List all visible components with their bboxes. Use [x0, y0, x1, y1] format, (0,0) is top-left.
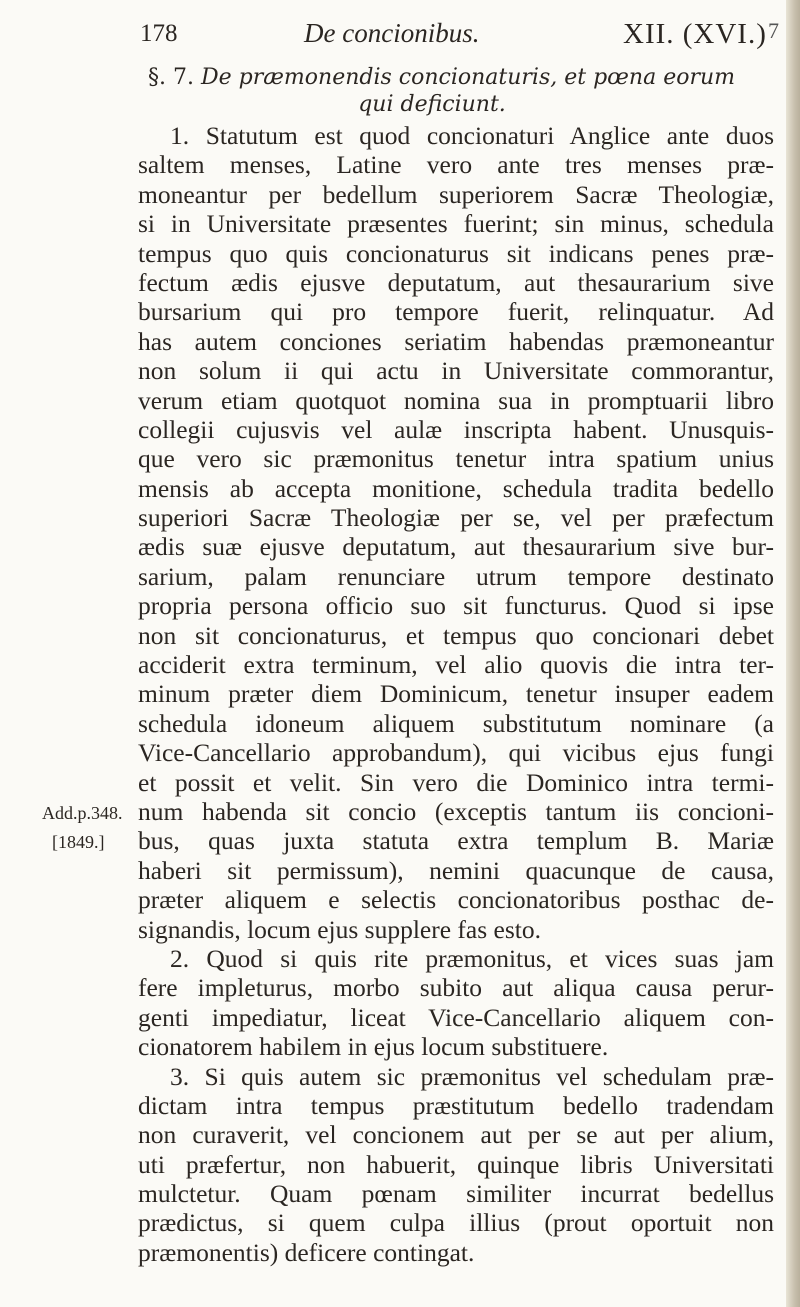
text-line: mulctetur. Quam pœnam similiter incurrat bedellus — [138, 1179, 774, 1209]
text-line: collegii cujusvis vel aulæ inscripta habent. Unusquis- — [138, 414, 774, 444]
running-title: De concionibus. — [304, 18, 480, 48]
text-line: fere impleturus, morbo subito aut aliqua causa perur- — [138, 973, 774, 1003]
text-line: Vice-Cancellario approbandum), qui vicibus ejus fungi — [138, 738, 774, 768]
text-line: præmonentis) deficere contingat. — [138, 1237, 475, 1267]
chapter-label: XII. (XVI.) — [623, 18, 767, 50]
text-line: propria persona officio suo sit functurus. Quod si ipse — [138, 591, 774, 621]
text-line: 3. Si quis autem sic præmonitus vel schedulam præ- — [170, 1061, 774, 1091]
statute-text — [138, 121, 774, 1267]
text-line: bursarium qui pro tempore fuerit, relinquatur. Ad — [138, 297, 774, 327]
text-line: non curaverit, vel concionem aut per se aut per alium, — [138, 1120, 774, 1150]
text-line: minum præter diem Dominicum, tenetur insuper eadem — [138, 679, 774, 709]
section-number: §. 7. — [148, 65, 194, 90]
text-line: fectum ædis ejusve deputatum, aut thesaurarium sive — [138, 267, 774, 297]
text-line: si in Universitate præsentes fuerint; sin minus, schedula — [138, 209, 774, 239]
text-line: saltem menses, Latine vero ante tres menses præ- — [138, 150, 774, 180]
text-line: has autem conciones seriatim habendas præmoneantur — [138, 326, 774, 356]
text-line: dictam intra tempus præstitutum bedello tradendam — [138, 1090, 774, 1120]
text-line: bus, quas juxta statuta extra templum B. Mariæ — [138, 826, 774, 856]
text-line: tempus quo quis concionaturus sit indicans penes præ- — [138, 238, 774, 268]
text-line: schedula idoneum aliquem substitutum nominare (a — [138, 708, 774, 738]
margin-note-year: [1849.] — [52, 832, 105, 852]
text-line: 2. Quod si quis rite præmonitus, et vices suas jam — [170, 943, 774, 973]
text-line: ædis suæ ejusve deputatum, aut thesaurarium sive bur- — [138, 532, 774, 562]
text-line: que vero sic præmonitus tenetur intra spatium unius — [138, 444, 774, 474]
text-line: moneantur per bedellum superiorem Sacræ Theologiæ, — [138, 179, 774, 209]
text-line: et possit et velit. Sin vero die Dominico intra termi- — [138, 767, 774, 797]
section-title-line2: qui deficiunt. — [358, 92, 506, 117]
text-line: verum etiam quotquot nomina sua in promptuarii libro — [138, 385, 774, 415]
page-spine-edge — [786, 0, 800, 1307]
text-line: non solum ii qui actu in Universitate commorantur, — [138, 356, 774, 386]
text-line: mensis ab accepta monitione, schedula tradita bedello — [138, 473, 774, 503]
text-line: sarium, palam renunciare utrum tempore destinato — [138, 561, 774, 591]
text-line: 1. Statutum est quod concionaturi Anglice ante duos — [170, 121, 774, 150]
section-heading — [148, 64, 776, 118]
paragraph-2 — [138, 944, 774, 1062]
section-title-line1: De præmonendis concionaturis, et pœna eorum — [200, 65, 736, 90]
page-number: 178 — [140, 20, 178, 47]
text-line: superiori Sacræ Theologiæ per se, vel per præfectum — [138, 503, 774, 533]
text-line: prædictus, si quem culpa illius (prout oportuit non — [138, 1208, 774, 1238]
running-head — [140, 18, 780, 58]
text-line: num habenda sit concio (exceptis tantum iis concioni- — [138, 796, 774, 826]
paragraph-1 — [138, 121, 774, 944]
edge-fragment: 7 — [768, 18, 779, 43]
text-line: præter aliquem e selectis concionatoribus posthac de- — [138, 885, 774, 915]
paragraph-3 — [138, 1062, 774, 1268]
text-line: genti impediatur, liceat Vice-Cancellario aliquem con- — [138, 1002, 774, 1032]
margin-note-reference: Add.p.348. — [42, 803, 123, 823]
text-line: non sit concionaturus, et tempus quo concionari debet — [138, 620, 774, 650]
text-line: acciderit extra terminum, vel alio quovis die intra ter- — [138, 650, 774, 680]
text-line: signandis, locum ejus supplere fas esto. — [138, 914, 541, 944]
text-line: cionatorem habilem in ejus locum substituere. — [138, 1032, 609, 1062]
text-line: uti præfertur, non habuerit, quinque libris Universitati — [138, 1149, 774, 1179]
text-line: haberi sit permissum), nemini quacunque de causa, — [138, 855, 774, 885]
